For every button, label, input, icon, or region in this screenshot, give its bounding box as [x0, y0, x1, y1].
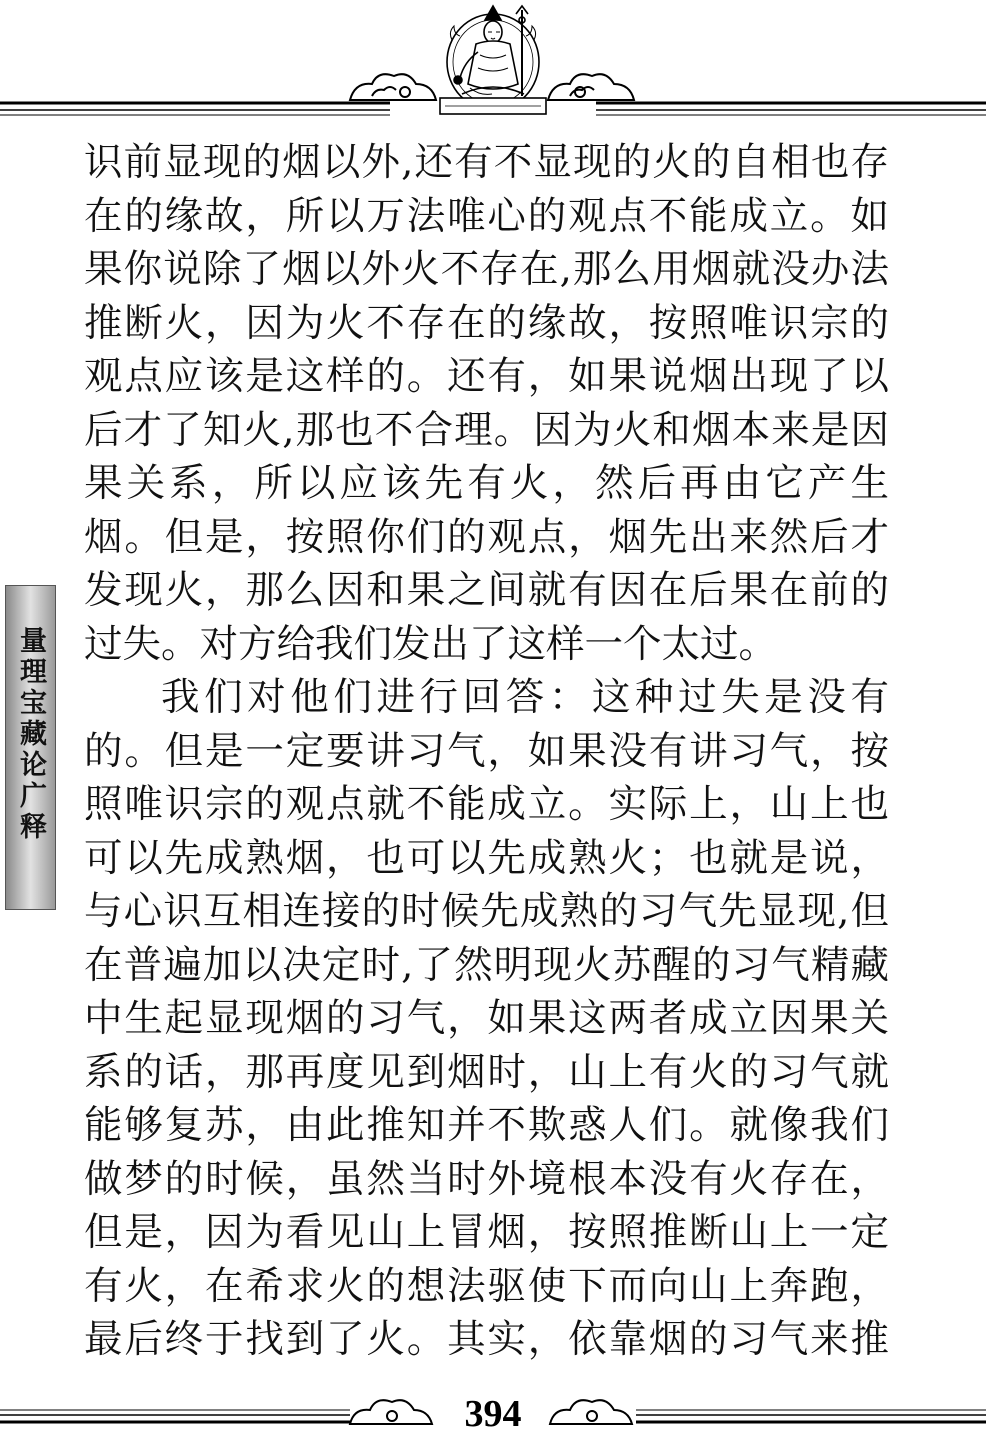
right-cloud-icon: [548, 74, 634, 100]
paragraph: 识前显现的烟以外,还有不显现的火的自相也存在的缘故，所以万法唯心的观点不能成立。如果你说除了烟以外火不存在,那么用烟就没办法推断火，因为火不存在的缘故，按照唯识宗的观点应该是这样的。还有，如果说烟出现了以后才了知火,那也不合理。因为火和烟本来是因果关系，所以应该先有火，然后再由它产生烟。但是，按照你们的观点，烟先出来然后才发现火，那么因和果之间就有因在后果在前的过失。对方给我们发出了这样一个太过。: [84, 140, 889, 667]
padmasambhava-figure-icon: [440, 6, 546, 114]
page-number: 394: [464, 1393, 522, 1435]
side-tab: [5, 585, 56, 910]
text-body: [84, 136, 889, 1366]
paragraph: 我们对他们进行回答：这种过失是没有的。但是一定要讲习气，如果没有讲习气，按照唯识宗的观点就不能成立。实际上，山上也可以先成熟烟，也可以先成熟火；也就是说，与心识互相连接的时候先成熟的习气先显现,但在普遍加以决定时,了然明现火苏醒的习气精藏中生起显现烟的习气，如果这两者成立因果关系的话，那再度见到烟时，山上有火的习气就能够复苏，由此推知并不欺惑人们。就像我们做梦的时候，虽然当时外境根本没有火存在，但是，因为看见山上冒烟，按照推断山上一定有火，在希求火的想法驱使下而向山上奔跑，最后终于找到了火。其实，依靠烟的习气来推: [84, 675, 889, 1362]
left-cloud-icon: [350, 74, 436, 100]
book-title: 量理宝藏论广释: [15, 626, 46, 843]
header-ornament: [0, 0, 986, 130]
